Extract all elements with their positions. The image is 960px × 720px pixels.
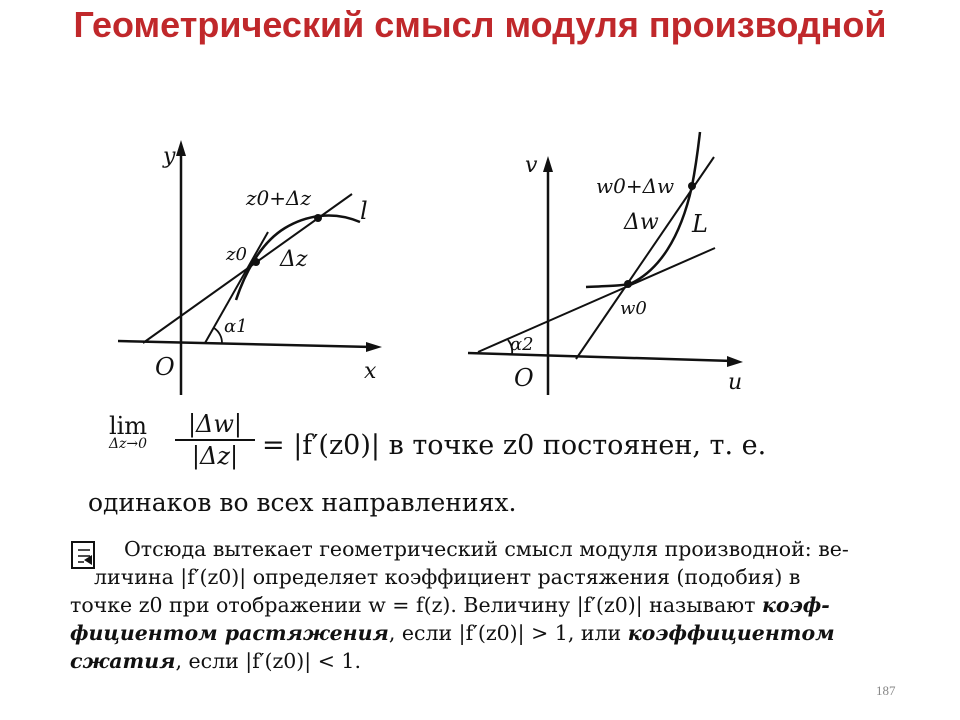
paragraph-line-5 — [70, 647, 945, 675]
paragraph-line-3 — [70, 591, 945, 619]
right-v-arrow — [543, 156, 553, 172]
right-v-label: v — [525, 153, 538, 178]
explanation-paragraph — [70, 535, 945, 675]
right-w0-label: w0 — [620, 298, 647, 319]
right-figure — [468, 132, 743, 395]
limit-operator — [78, 412, 178, 452]
left-curve-label: l — [360, 197, 368, 225]
right-delta-label: Δw — [624, 210, 659, 235]
left-x-arrow — [366, 342, 382, 352]
left-x-axis — [118, 341, 372, 347]
term-stretch-coefficient: фициентом растяжения — [70, 621, 389, 645]
term-compression: сжатия — [70, 649, 176, 673]
paragraph-line-4 — [70, 619, 945, 647]
left-delta-label: Δz — [280, 247, 308, 272]
right-u-arrow — [727, 356, 743, 367]
right-point-w0-dw — [688, 182, 696, 190]
right-u-axis — [468, 353, 733, 361]
right-angle-label: α2 — [510, 334, 534, 355]
paragraph-line-5-text: , если |f′(z0)| < 1. — [175, 649, 361, 673]
paragraph-line-1: Отсюда вытекает геометрический смысл модуля производной: ве- — [124, 537, 849, 561]
left-origin-label: O — [155, 353, 175, 381]
fraction-denominator: |Δz| — [191, 442, 239, 470]
paragraph-line-2: личина |f′(z0)| определяет коэффициент растяжения (подобия) в — [94, 565, 801, 589]
paragraph-line-3-text: точке z0 при отображении w = f(z). Величину |f′(z0)| называют — [70, 593, 756, 617]
right-u-label: u — [728, 370, 743, 395]
left-angle-label: α1 — [224, 316, 248, 337]
left-z0-label: z0 — [226, 244, 247, 265]
directions-line: одинаков во всех направлениях. — [88, 488, 517, 517]
fraction-numerator: |Δw| — [175, 410, 255, 441]
term-coefficient: коэффициентом — [627, 621, 835, 645]
left-x-label: x — [364, 359, 377, 384]
left-y-arrow — [176, 140, 186, 156]
lim-word: lim — [108, 412, 148, 440]
left-angle-arc — [214, 328, 222, 343]
right-origin-label: O — [514, 364, 534, 392]
left-z0-dz-label: z0+Δz — [246, 186, 311, 210]
page-number: 187 — [876, 683, 896, 698]
left-point-z0 — [252, 258, 260, 266]
ratio-fraction — [175, 410, 255, 470]
formula-statement: = |f′(z0)| в точке z0 постоянен, т. е. — [262, 430, 767, 461]
lim-subscript: Δz→0 — [108, 436, 148, 452]
term-coefficient-start: коэф- — [762, 593, 830, 617]
right-curve-label: L — [692, 210, 708, 238]
right-point-w0 — [624, 280, 632, 288]
left-point-z0-dz — [314, 214, 322, 222]
page-title: Геометрический смысл модуля производной — [73, 4, 887, 45]
paragraph-line-4-text: , если |f′(z0)| > 1, или — [388, 621, 622, 645]
right-w0-dw-label: w0+Δw — [596, 174, 675, 198]
left-y-label: y — [163, 144, 176, 169]
